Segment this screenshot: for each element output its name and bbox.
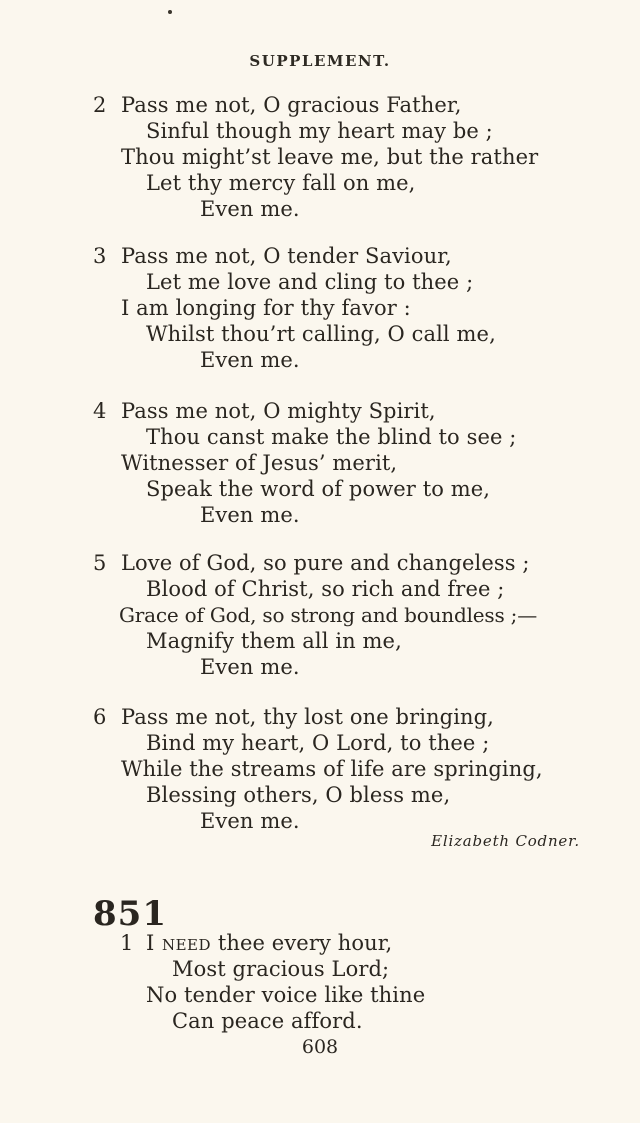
verse-line: Even me. xyxy=(200,348,300,372)
verse-line: Even me. xyxy=(200,503,300,527)
verse-line: While the streams of life are springing, xyxy=(121,757,543,781)
first-word: I need xyxy=(146,931,212,955)
verse-line: Let thy mercy fall on me, xyxy=(146,171,416,195)
verse-line: Blessing others, O bless me, xyxy=(146,783,451,807)
author-attribution: Elizabeth Codner. xyxy=(431,832,580,850)
verse-line: Pass me not, O tender Saviour, xyxy=(121,244,452,268)
verse-line: Even me. xyxy=(200,809,300,833)
running-head: SUPPLEMENT. xyxy=(249,52,391,70)
verse-line: Thou canst make the blind to see ; xyxy=(146,425,517,449)
verse-line: Sinful though my heart may be ; xyxy=(146,119,493,143)
stanza-number: 6 xyxy=(93,705,107,729)
verse-line: I am longing for thy favor : xyxy=(121,296,411,320)
verse-line xyxy=(146,930,392,956)
verse-line: Pass me not, O mighty Spirit, xyxy=(121,399,436,423)
verse-line: Let me love and cling to thee ; xyxy=(146,270,474,294)
verse-line: Even me. xyxy=(200,655,300,679)
verse-line: Love of God, so pure and changeless ; xyxy=(121,551,530,575)
verse-line: Pass me not, O gracious Father, xyxy=(121,93,462,117)
verse-line: Even me. xyxy=(200,197,300,221)
verse-line: Thou might’st leave me, but the rather xyxy=(121,145,539,169)
verse-line: Speak the word of power to me, xyxy=(146,477,491,501)
verse-line: Magnify them all in me, xyxy=(146,629,402,653)
verse-line: Witnesser of Jesus’ merit, xyxy=(121,451,398,475)
verse-line: No tender voice like thine xyxy=(146,983,426,1007)
ink-dot xyxy=(168,10,172,14)
stanza-number: 1 xyxy=(120,931,134,955)
verse-line: Grace of God, so strong and boundless ;— xyxy=(119,603,538,627)
verse-line: Blood of Christ, so rich and free ; xyxy=(146,577,505,601)
page-number: 608 xyxy=(301,1036,339,1058)
verse-line: Pass me not, thy lost one bringing, xyxy=(121,705,494,729)
verse-line: Whilst thou’rt calling, O call me, xyxy=(146,322,496,346)
verse-line: Most gracious Lord; xyxy=(172,957,390,981)
verse-line: Can peace afford. xyxy=(172,1009,363,1033)
stanza-number: 4 xyxy=(93,399,107,423)
stanza-number: 2 xyxy=(93,93,107,117)
verse-line: Bind my heart, O Lord, to thee ; xyxy=(146,731,490,755)
first-line-rest: thee every hour, xyxy=(217,931,393,955)
hymn-number: 851 xyxy=(93,894,167,934)
stanza-number: 3 xyxy=(93,244,107,268)
stanza-number: 5 xyxy=(93,551,107,575)
